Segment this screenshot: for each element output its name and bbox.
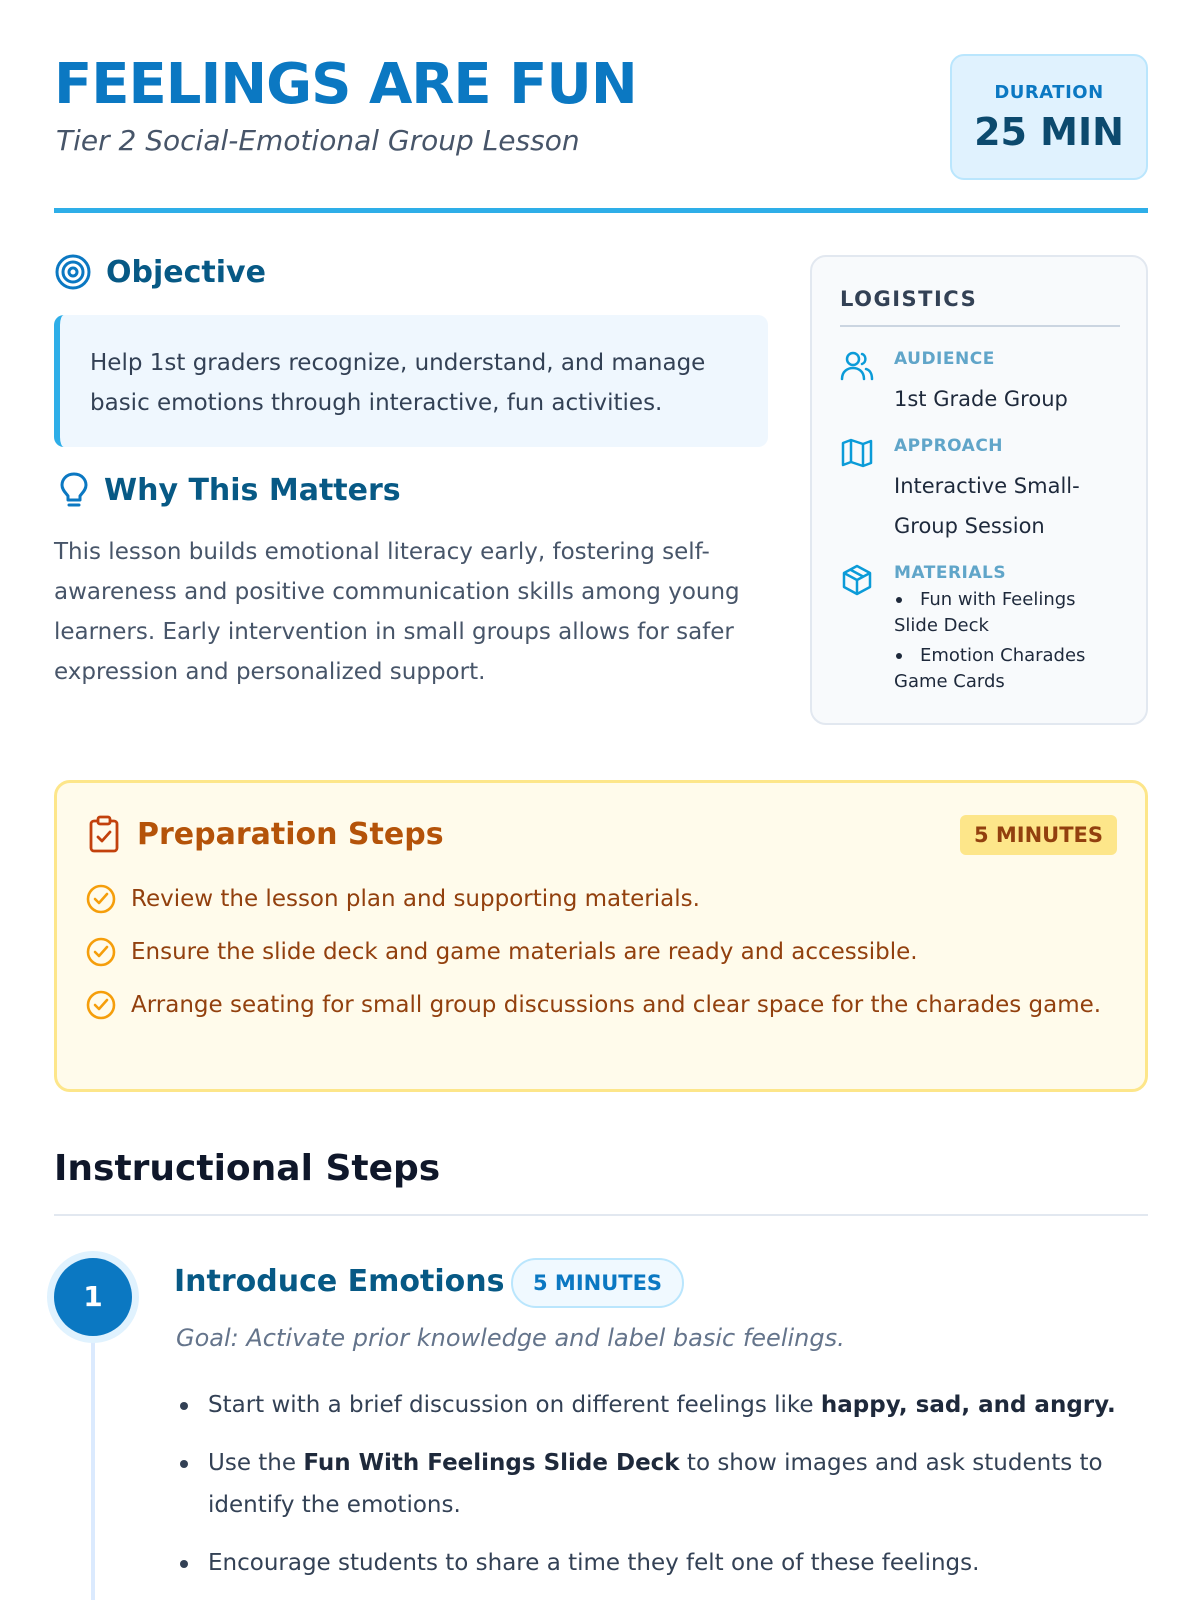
target-icon [54,253,92,291]
logistics-materials [840,563,1130,703]
check-circle-icon [85,989,117,1021]
objective-heading [54,253,266,291]
objective-heading-text: Objective [106,254,266,290]
logistics-approach [840,436,1130,556]
why-heading-text: Why This Matters [104,472,401,508]
prep-item [85,932,1115,972]
map-icon [840,436,874,470]
approach-value: Interactive Small-Group Session [894,474,1080,538]
check-circle-icon [85,936,117,968]
why-text: This lesson builds emotional literacy early, fostering self-awareness and positive communication skills among young learners. Early intervention in small groups allows for safer expression and personalized support. [54,539,740,685]
header-divider [54,208,1148,213]
preparation-card [54,780,1148,1092]
package-icon [840,563,874,597]
step-duration-badge: 5 MINUTES [511,1258,684,1308]
prep-item-text: Review the lesson plan and supporting materials. [131,886,700,912]
preparation-heading [87,815,444,853]
step-timeline [91,1300,95,1600]
users-icon [840,349,874,383]
preparation-duration-badge: 5 MINUTES [960,815,1117,855]
duration-value: 25 MIN [974,110,1124,154]
audience-value: 1st Grade Group [894,387,1068,411]
why-heading [58,470,401,510]
logistics-card [810,255,1148,725]
list-item: Emotion Charades Game Cards [894,645,1086,692]
instructional-heading: Instructional Steps [54,1148,441,1189]
check-circle-icon [85,883,117,915]
logistics-audience [840,349,1130,419]
step-goal: Goal: Activate prior knowledge and label basic feelings. [176,1324,845,1352]
page-subtitle: Tier 2 Social-Emotional Group Lesson [56,124,580,157]
step-title: Introduce Emotions [174,1264,505,1299]
logistics-divider [840,325,1120,327]
duration-card [950,54,1148,180]
instructional-divider [54,1214,1148,1216]
step-number: 1 [54,1258,132,1336]
logistics-title: LOGISTICS [840,287,978,311]
list-item: Use the Fun With Feelings Slide Deck to show images and ask students to identify the emotions. [178,1442,1138,1526]
list-item: Encourage students to share a time they felt one of these feelings. [178,1542,1138,1584]
preparation-heading-text: Preparation Steps [137,816,444,852]
lightbulb-icon [58,470,90,510]
prep-item [85,985,1115,1065]
list-item: Start with a brief discussion on different feelings like happy, sad, and angry. [178,1384,1138,1426]
duration-label: DURATION [994,82,1104,103]
materials-label: MATERIALS [894,563,1007,583]
prep-item [85,879,1115,919]
objective-text: Help 1st graders recognize, understand, and manage basic emotions through interactive, fun activities. [54,315,768,447]
prep-item-text: Arrange seating for small group discussions and clear space for the charades game. [131,992,1102,1018]
clipboard-check-icon [87,815,121,853]
page-title: FEELINGS ARE FUN [54,52,637,117]
step-bullets [178,1384,1138,1600]
list-item: Fun with Feelings Slide Deck [894,589,1076,636]
approach-label: APPROACH [894,436,1004,456]
prep-item-text: Ensure the slide deck and game materials are ready and accessible. [131,939,918,965]
materials-list [894,587,1124,699]
audience-label: AUDIENCE [894,349,995,369]
